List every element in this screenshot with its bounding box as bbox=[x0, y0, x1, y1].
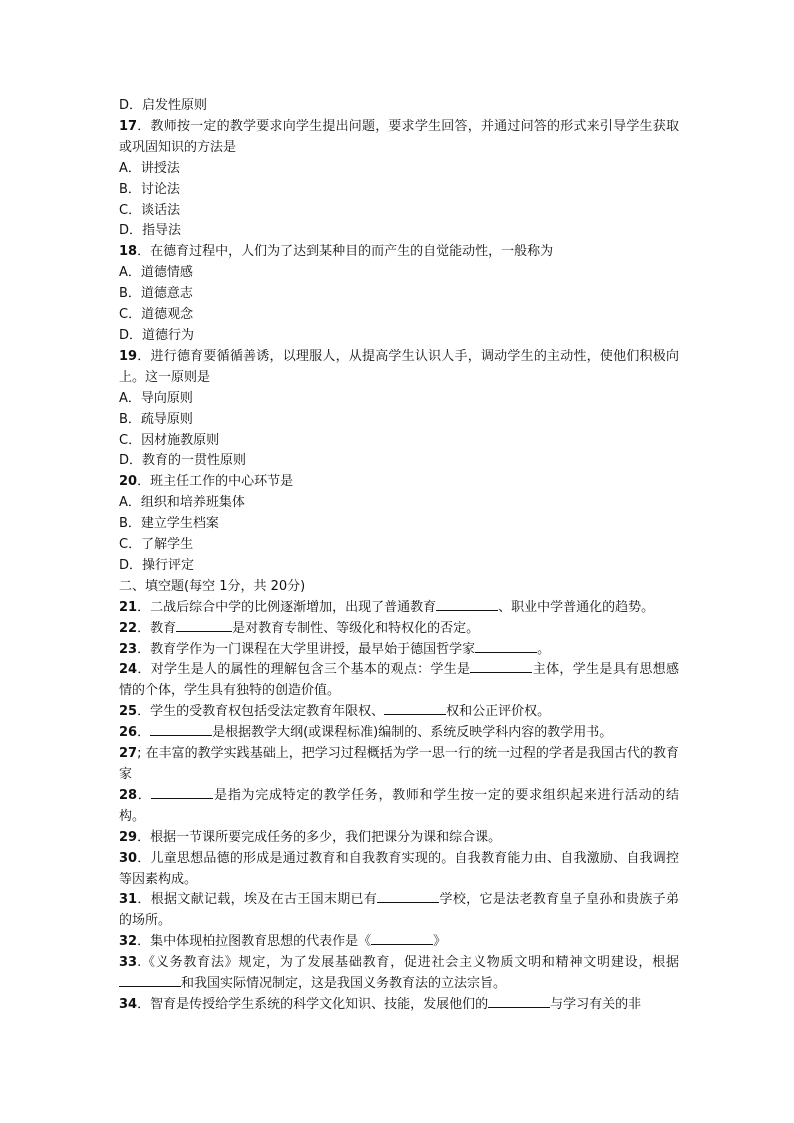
option: C．谈话法 bbox=[119, 202, 181, 218]
question-number: 18 bbox=[119, 244, 138, 260]
option: A．道德情感 bbox=[119, 265, 193, 281]
answer-blank[interactable] bbox=[150, 724, 212, 736]
option: A．导向原则 bbox=[119, 390, 193, 406]
question-31: 31．根据文献记载，埃及在古王国末期已有 学校，它是法老教育皇子皇孙和贵族子弟的场所。 bbox=[119, 892, 679, 929]
option: C．因材施教原则 bbox=[119, 432, 220, 448]
option: D．指导法 bbox=[119, 223, 182, 239]
question-24: 24．对学生是人的属性的理解包含三个基本的观点：学生是 主体，学生是具有思想感情的个体，学生具有独特的创造价值。 bbox=[119, 662, 679, 699]
answer-blank[interactable] bbox=[119, 975, 181, 987]
question-25: 25．学生的受教育权包括受法定教育年限权、 权和公正评价权。 bbox=[119, 704, 551, 720]
answer-blank[interactable] bbox=[470, 661, 532, 673]
question-23: 23．教育学作为一门课程在大学里讲授，最早始于德国哲学家 。 bbox=[119, 641, 551, 657]
option: B．道德意志 bbox=[119, 286, 193, 302]
answer-blank[interactable] bbox=[371, 933, 433, 945]
question-27: 27; 在丰富的教学实践基础上，把学习过程概括为学一思一行的统一过程的学者是我国古代的教育家 bbox=[119, 746, 679, 782]
answer-blank[interactable] bbox=[488, 996, 550, 1008]
option: D．教育的一贯性原则 bbox=[119, 453, 247, 469]
question-28: 28． 是指为完成特定的教学任务，教师和学生按一定的要求组织起来进行活动的结构。 bbox=[119, 787, 679, 824]
answer-blank[interactable] bbox=[176, 620, 232, 632]
option: D．操行评定 bbox=[119, 557, 195, 573]
question-30: 30．儿童思想品德的形成是通过教育和自我教育实现的。自我教育能力由、自我激励、自我调控等因素构成。 bbox=[119, 850, 679, 887]
section-heading: 二、填空题(每空 1分，共 20分) bbox=[119, 578, 306, 594]
option: B．讨论法 bbox=[119, 181, 180, 197]
question-26: 26． 是根据教学大纲(或课程标准)编制的、系统反映学科内容的教学用书。 bbox=[119, 725, 613, 741]
option: A．讲授法 bbox=[119, 160, 180, 176]
answer-blank[interactable] bbox=[151, 787, 213, 799]
question-34: 34．智育是传授给学生系统的科学文化知识、技能，发展他们的 与学习有关的非 bbox=[119, 996, 642, 1012]
question-number: 20 bbox=[119, 474, 138, 490]
option: C．道德观念 bbox=[119, 307, 194, 323]
document-body bbox=[119, 96, 679, 1016]
answer-blank[interactable] bbox=[384, 703, 446, 715]
q16-option-d: D．启发性原则 bbox=[119, 98, 208, 113]
option: C．了解学生 bbox=[119, 537, 194, 553]
question-33: 33.《义务教育法》规定，为了发展基础教育，促进社会主义物质文明和精神文明建设，根据和我国实际情况制定，这是我国义务教育法的立法宗旨。 bbox=[119, 955, 679, 992]
question-17-stem: 17．教师按一定的教学要求向学生提出问题，要求学生回答，并通过问答的形式来引导学生获取或巩固知识的方法是 bbox=[119, 118, 679, 155]
question-number: 19 bbox=[119, 348, 138, 364]
answer-blank[interactable] bbox=[475, 641, 537, 653]
question-22: 22．教育 是对教育专制性、等级化和特权化的否定。 bbox=[119, 620, 480, 636]
answer-blank[interactable] bbox=[436, 599, 498, 611]
question-number: 17 bbox=[119, 118, 138, 134]
question-18-stem: 18．在德育过程中，人们为了达到某种目的而产生的自觉能动性，一般称为 bbox=[119, 244, 554, 260]
question-21: 21．二战后综合中学的比例逐渐增加，出现了普通教育 、职业中学普通化的趋势。 bbox=[119, 599, 655, 615]
option: B．建立学生档案 bbox=[119, 516, 219, 532]
question-29: 29．根据一节课所要完成任务的多少，我们把课分为课和综合课。 bbox=[119, 829, 502, 845]
question-19-stem: 19．进行德育要循循善诱，以理服人，从提高学生认识人手，调动学生的主动性，使他们积极向上。这一原则是 bbox=[119, 348, 679, 385]
question-20-stem: 20．班主任工作的中心环节是 bbox=[119, 474, 294, 490]
question-32: 32．集中体现柏拉图教育思想的代表作是《 》 bbox=[119, 934, 447, 950]
option: B．疏导原则 bbox=[119, 411, 193, 427]
answer-blank[interactable] bbox=[377, 891, 439, 903]
option: D．道德行为 bbox=[119, 327, 195, 343]
option: A．组织和培养班集体 bbox=[119, 495, 245, 511]
